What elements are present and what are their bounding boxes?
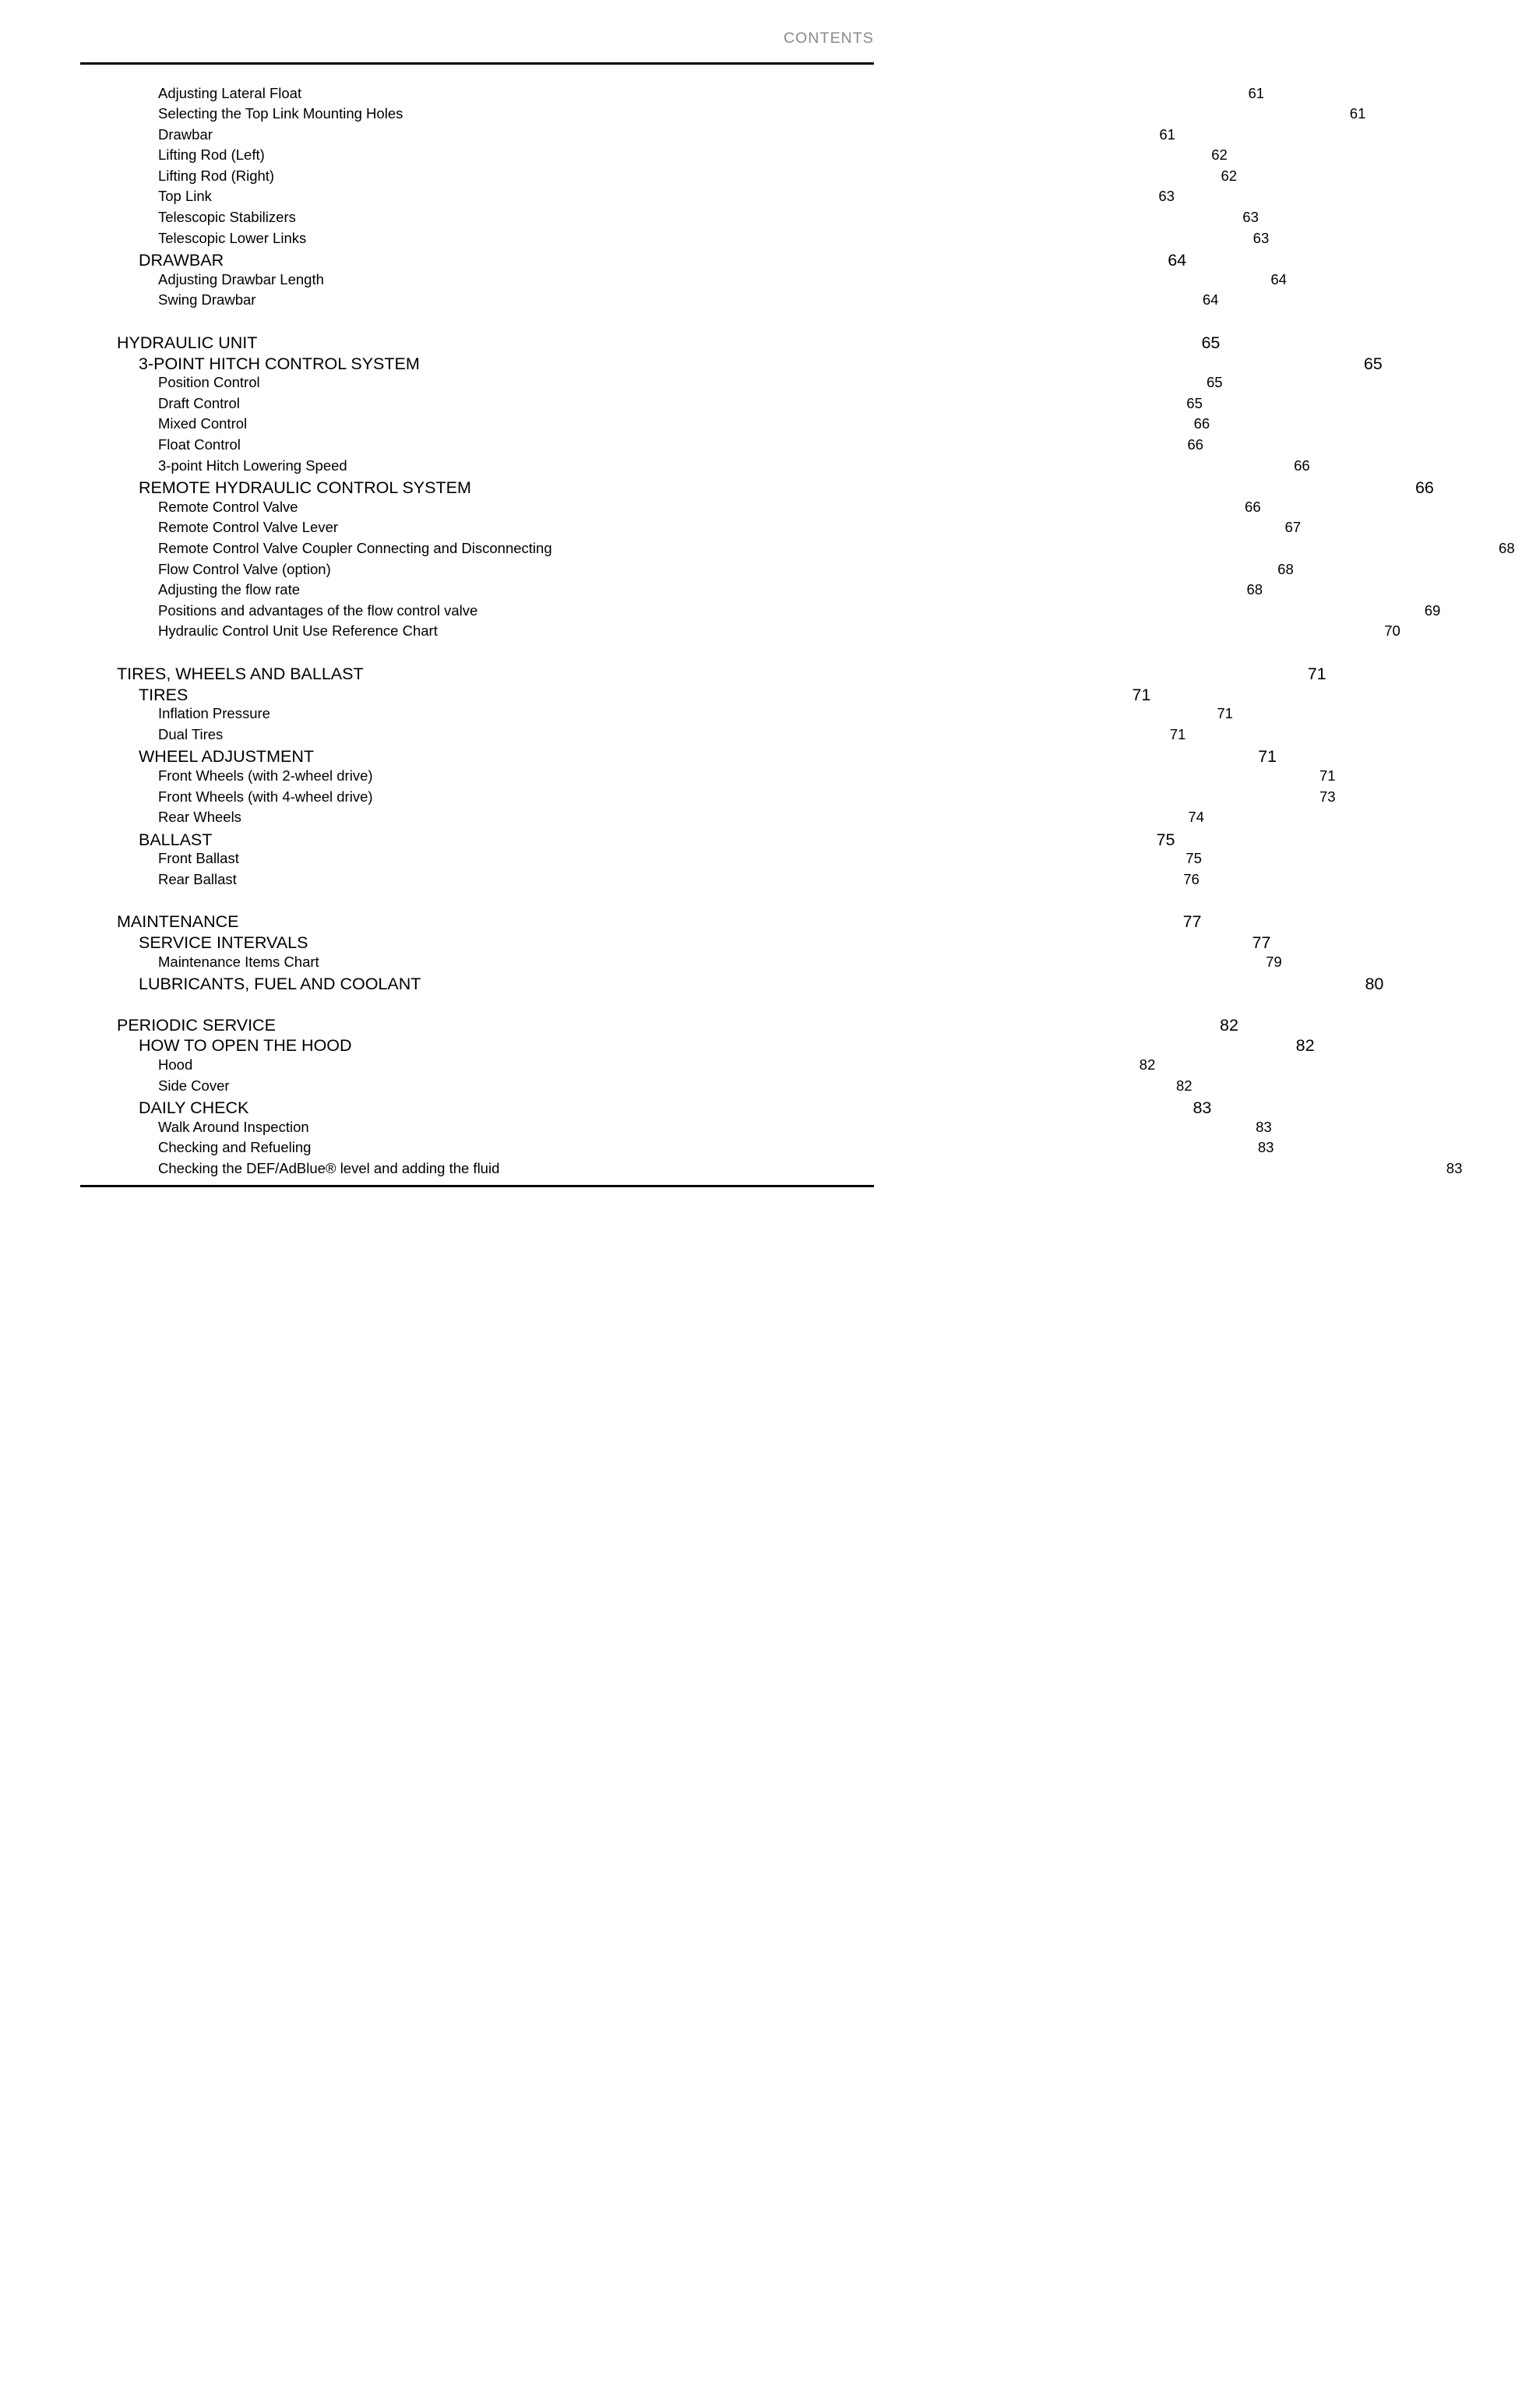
toc-entry[interactable] (80, 373, 1223, 394)
toc-entry[interactable] (80, 518, 1302, 539)
toc-entry-label: Flow Control Valve (option) (158, 560, 331, 577)
table-of-contents (80, 83, 1515, 1179)
toc-entry-page-number: 83 (1193, 1098, 1212, 1118)
toc-entry[interactable] (80, 580, 1263, 601)
toc-entry-label: Hood (158, 1056, 193, 1074)
toc-entry[interactable] (80, 1056, 1156, 1077)
toc-entry-page-number: 83 (1446, 1160, 1463, 1176)
toc-entry-page-number: 66 (1187, 436, 1203, 453)
toc-entry-label: Top Link (158, 188, 212, 205)
page-header (80, 30, 874, 48)
toc-entry-label: TIRES (139, 685, 188, 704)
toc-entry-label: Drawbar (158, 125, 213, 143)
toc-entry-page-number: 83 (1256, 1118, 1272, 1135)
toc-entry-label: Adjusting Drawbar Length (158, 270, 324, 287)
toc-entry-page-number: 65 (1207, 374, 1223, 391)
toc-entry-page-number: 62 (1211, 146, 1228, 164)
toc-entry-page-number: 64 (1168, 251, 1187, 270)
toc-entry[interactable] (80, 622, 1400, 643)
toc-entry-page-number: 77 (1182, 912, 1202, 932)
toc-entry-label: Position Control (158, 374, 260, 391)
toc-entry[interactable] (80, 125, 1175, 146)
toc-entry-page-number: 83 (1257, 1139, 1274, 1156)
toc-entry-label: Telescopic Lower Links (158, 229, 307, 246)
toc-entry-label: Rear Ballast (158, 870, 237, 887)
toc-entry[interactable] (80, 104, 1366, 125)
toc-entry-label: Selecting the Top Link Mounting Holes (158, 105, 403, 122)
toc-entry-page-number: 71 (1319, 767, 1336, 784)
toc-entry-page-number: 65 (1186, 394, 1203, 411)
toc-entry-label: BALLAST (139, 830, 213, 849)
toc-entry-page-number: 80 (1365, 975, 1384, 994)
toc-entry-label: Remote Control Valve (158, 498, 298, 515)
toc-entry-label: Mixed Control (158, 415, 248, 432)
toc-entry-page-number: 65 (1201, 333, 1221, 353)
toc-entry-page-number: 77 (1252, 933, 1271, 953)
toc-entry[interactable] (80, 270, 1287, 291)
toc-entry[interactable] (80, 352, 1383, 373)
toc-entry-page-number: 62 (1221, 167, 1238, 184)
toc-entry-page-number: 69 (1424, 601, 1441, 619)
toc-entry-label: 3-point Hitch Lowering Speed (158, 457, 347, 474)
toc-entry[interactable] (80, 435, 1203, 457)
toc-entry[interactable] (80, 497, 1261, 518)
toc-entry-page-number: 65 (1363, 354, 1383, 373)
toc-entry-page-number: 68 (1499, 539, 1515, 556)
toc-entry-label: Rear Wheels (158, 809, 241, 826)
toc-entry[interactable] (80, 683, 1151, 704)
toc-entry[interactable] (80, 208, 1259, 229)
toc-entry-page-number: 73 (1319, 788, 1336, 805)
toc-entry-page-number: 68 (1246, 581, 1263, 598)
toc-entry-label: SERVICE INTERVALS (139, 933, 308, 953)
toc-entry[interactable] (80, 393, 1203, 414)
toc-entry-page-number: 74 (1188, 809, 1204, 826)
toc-entry-label: Hydraulic Control Unit Use Reference Chart (158, 622, 438, 640)
header-divider (80, 62, 874, 65)
toc-entry-page-number: 64 (1270, 270, 1287, 287)
toc-entry-label: DRAWBAR (139, 251, 224, 270)
toc-entry-label: TIRES, WHEELS AND BALLAST (117, 664, 364, 683)
toc-entry-label: Positions and advantages of the flow control valve (158, 601, 478, 619)
toc-entry[interactable] (80, 166, 1238, 187)
toc-entry-page-number: 71 (1132, 685, 1151, 704)
toc-entry-label: Remote Control Valve Coupler Connecting and Disconnecting (158, 539, 552, 556)
toc-entry-page-number: 75 (1156, 830, 1175, 849)
toc-entry[interactable] (80, 601, 1441, 622)
toc-entry[interactable] (80, 477, 1434, 498)
toc-entry-label: Side Cover (158, 1077, 230, 1094)
toc-entry-label: Walk Around Inspection (158, 1118, 309, 1135)
toc-entry-label: DAILY CHECK (139, 1098, 249, 1118)
toc-entry-page-number: 61 (1349, 105, 1366, 122)
toc-entry-label: HYDRAULIC UNIT (117, 333, 258, 353)
toc-entry-label: Front Wheels (with 4-wheel drive) (158, 788, 373, 805)
toc-entry[interactable] (80, 228, 1270, 249)
toc-entry-page-number: 66 (1193, 415, 1210, 432)
toc-entry-label: Float Control (158, 436, 241, 453)
toc-entry-label: Front Ballast (158, 850, 239, 867)
toc-entry-page-number: 63 (1242, 209, 1259, 226)
toc-entry-page-number: 70 (1384, 622, 1400, 640)
header-title: CONTENTS (783, 30, 874, 47)
toc-entry-page-number: 75 (1186, 850, 1202, 867)
toc-entry-page-number: 67 (1284, 519, 1302, 536)
toc-entry-page-number: 66 (1245, 498, 1261, 515)
toc-entry-page-number: 82 (1175, 1077, 1193, 1094)
toc-entry[interactable] (80, 249, 1187, 270)
toc-entry-page-number: 71 (1258, 747, 1277, 767)
toc-entry[interactable] (80, 414, 1210, 435)
toc-entry-label: Lifting Rod (Right) (158, 167, 275, 184)
toc-entry-label: Telescopic Stabilizers (158, 209, 296, 226)
footer-divider (80, 1185, 874, 1187)
toc-entry-page-number: 63 (1158, 188, 1175, 205)
toc-entry[interactable] (80, 332, 1221, 353)
toc-entry[interactable] (80, 146, 1228, 167)
toc-entry-label: Front Wheels (with 2-wheel drive) (158, 767, 373, 784)
toc-entry-label: HOW TO OPEN THE HOOD (139, 1036, 352, 1056)
toc-entry-label: PERIODIC SERVICE (117, 1015, 276, 1035)
toc-entry-label: Adjusting Lateral Float (158, 84, 302, 101)
toc-entry-page-number: 66 (1415, 478, 1434, 498)
toc-entry[interactable] (80, 187, 1175, 208)
toc-entry-page-number: 71 (1307, 664, 1327, 683)
toc-entry-label: Adjusting the flow rate (158, 581, 301, 598)
toc-entry-page-number: 82 (1219, 1015, 1238, 1035)
toc-entry[interactable] (80, 291, 1219, 312)
toc-entry-label: LUBRICANTS, FUEL AND COOLANT (139, 975, 421, 994)
toc-entry[interactable] (80, 456, 1310, 477)
toc-entry[interactable] (80, 83, 1265, 104)
toc-entry-page-number: 71 (1217, 705, 1233, 722)
toc-entry[interactable] (80, 559, 1294, 580)
toc-entry-label: Inflation Pressure (158, 705, 270, 722)
toc-entry-label: REMOTE HYDRAULIC CONTROL SYSTEM (139, 478, 471, 498)
toc-entry-label: Draft Control (158, 394, 240, 411)
toc-entry-page-number: 76 (1183, 870, 1200, 887)
toc-entry-label: 3-POINT HITCH CONTROL SYSTEM (139, 354, 420, 373)
toc-entry-page-number: 82 (1295, 1036, 1315, 1056)
toc-entry-label: Checking the DEF/AdBlue® level and adding the fluid (158, 1160, 500, 1176)
toc-entry-page-number: 79 (1266, 953, 1282, 970)
toc-entry-page-number: 82 (1139, 1056, 1156, 1074)
toc-entry-page-number: 61 (1248, 84, 1265, 101)
toc-entry-page-number: 71 (1169, 725, 1186, 742)
toc-entry-label: Dual Tires (158, 725, 224, 742)
toc-entry-page-number: 61 (1159, 125, 1175, 143)
toc-entry-label: Swing Drawbar (158, 291, 256, 308)
toc-entry[interactable] (80, 662, 1327, 683)
toc-entry-page-number: 66 (1294, 457, 1310, 474)
toc-entry-label: Lifting Rod (Left) (158, 146, 265, 164)
toc-entry-label: Checking and Refueling (158, 1139, 312, 1156)
toc-entry-label: Maintenance Items Chart (158, 953, 319, 970)
toc-entry-label: MAINTENANCE (117, 912, 239, 932)
toc-entry-page-number: 68 (1277, 560, 1294, 577)
toc-entry-page-number: 63 (1253, 229, 1270, 246)
toc-entry-label: Remote Control Valve Lever (158, 519, 339, 536)
toc-entry-label: WHEEL ADJUSTMENT (139, 747, 314, 767)
toc-entry-page-number: 64 (1202, 291, 1219, 308)
